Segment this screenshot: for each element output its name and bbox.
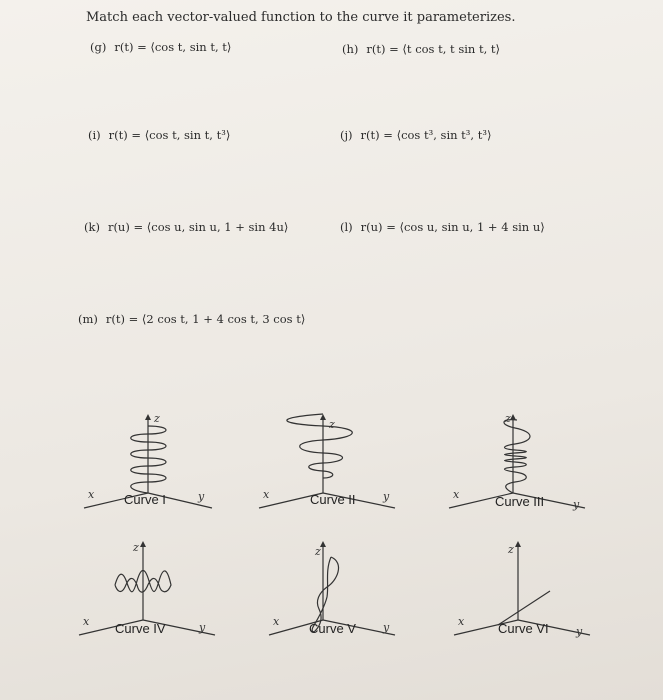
- problem-i: [88, 128, 230, 142]
- problem-label: (j): [340, 128, 353, 142]
- helix-curve: [504, 420, 530, 493]
- z-axis-label: z: [505, 412, 511, 425]
- curve-vi-figure: [450, 535, 600, 645]
- z-axis-label: z: [329, 418, 335, 431]
- curve-caption: Curve I: [124, 492, 166, 507]
- problem-j: [340, 128, 491, 142]
- problem-label: (g): [90, 40, 107, 54]
- x-axis-label: x: [273, 615, 280, 628]
- problem-k: [84, 220, 288, 234]
- instructions-heading: Match each vector-valued function to the curve it parameterizes.: [86, 10, 516, 25]
- problem-expression: r(t) = ⟨cos t, sin t, t³⟩: [108, 128, 231, 142]
- curve-caption: Curve VI: [498, 621, 549, 636]
- z-axis-label: z: [315, 545, 321, 558]
- y-axis-label: y: [573, 498, 580, 511]
- problem-label: (h): [342, 42, 359, 56]
- problem-m: [78, 312, 305, 326]
- problem-expression: r(t) = ⟨t cos t, t sin t, t⟩: [366, 42, 501, 56]
- problem-h: [342, 42, 500, 56]
- x-axis-label: x: [458, 615, 465, 628]
- y-axis-label: y: [198, 490, 205, 503]
- y-axis-label: y: [576, 625, 583, 638]
- x-axis-label: x: [83, 615, 90, 628]
- y-axis-label: y: [199, 621, 206, 634]
- problem-expression: r(u) = ⟨cos u, sin u, 1 + 4 sin u⟩: [360, 220, 545, 234]
- curve-caption: Curve II: [310, 492, 356, 507]
- problem-label: (m): [78, 312, 98, 326]
- z-axis-arrow: [145, 414, 151, 420]
- x-axis-label: x: [88, 488, 95, 501]
- curve-caption: Curve III: [495, 494, 545, 509]
- problem-g: [90, 40, 231, 54]
- problem-expression: r(u) = ⟨cos u, sin u, 1 + sin 4u⟩: [107, 220, 289, 234]
- problem-label: (l): [340, 220, 353, 234]
- conical-spiral-curve: [287, 414, 352, 478]
- z-axis-arrow: [515, 541, 521, 547]
- curve-i-figure: [80, 408, 220, 518]
- curve-ii-figure: [255, 408, 405, 518]
- problem-l: [340, 220, 545, 234]
- curve-caption: Curve V: [309, 621, 356, 636]
- curve-iii-figure: [445, 408, 595, 518]
- problem-label: (i): [88, 128, 101, 142]
- z-axis-arrow: [320, 414, 326, 420]
- y-axis-label: y: [383, 490, 390, 503]
- problem-label: (k): [84, 220, 100, 234]
- x-axis-label: x: [263, 488, 270, 501]
- problem-expression: r(t) = ⟨cos t, sin t, t⟩: [114, 40, 232, 54]
- problem-expression: r(t) = ⟨2 cos t, 1 + 4 cos t, 3 cos t⟩: [105, 312, 306, 326]
- line-segment-curve: [498, 591, 550, 625]
- curve-caption: Curve IV: [115, 621, 166, 636]
- z-axis-label: z: [133, 541, 139, 554]
- y-axis-label: y: [383, 621, 390, 634]
- x-axis-label: x: [453, 488, 460, 501]
- curve-v-figure: [265, 535, 415, 645]
- problem-expression: r(t) = ⟨cos t³, sin t³, t³⟩: [360, 128, 492, 142]
- z-axis-label: z: [508, 543, 514, 556]
- z-axis-label: z: [154, 412, 160, 425]
- curve-iv-figure: [75, 535, 225, 645]
- z-axis-arrow: [140, 541, 146, 547]
